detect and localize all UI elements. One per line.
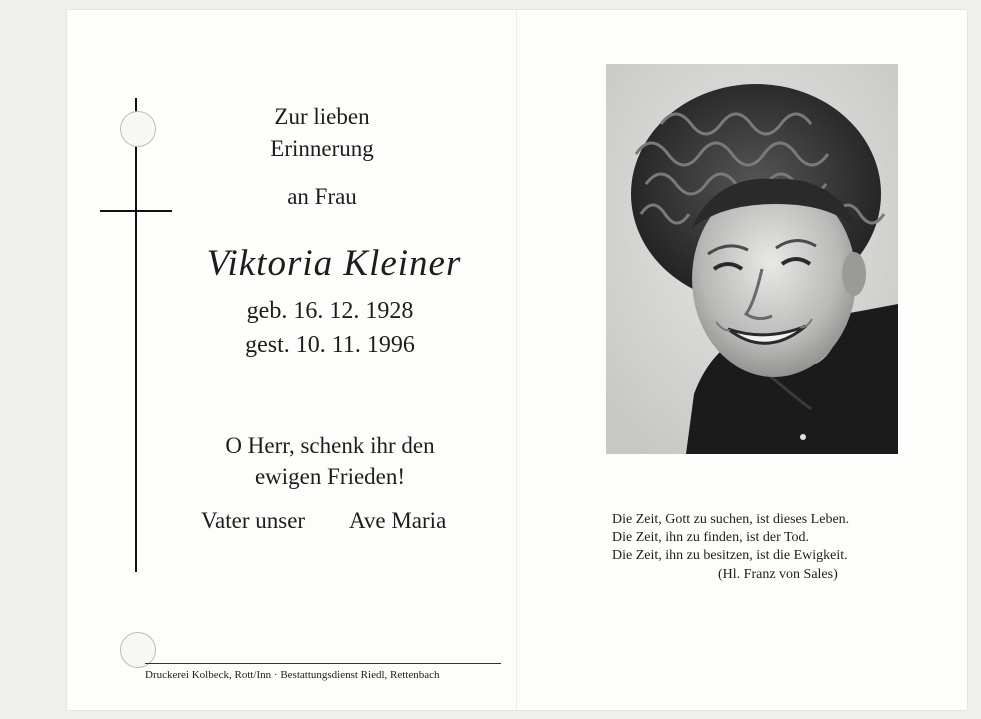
cross-horizontal-bar xyxy=(100,210,172,212)
portrait-illustration xyxy=(606,64,898,454)
printer-rule xyxy=(145,663,501,664)
birth-date: geb. 16. 12. 1928 xyxy=(246,298,414,324)
prayer-pater-noster: Vater unser xyxy=(201,508,306,533)
prayer-line-2: ewigen Frieden! xyxy=(254,464,406,489)
punch-hole-top xyxy=(120,111,156,147)
printer-credit: Druckerei Kolbeck, Rott/Inn · Bestattungsdienst Riedl, Rettenbach xyxy=(145,669,440,681)
greeting-line-3: an Frau xyxy=(287,184,357,209)
greeting-line-1: Zur lieben xyxy=(274,104,370,129)
portrait-photo xyxy=(606,64,898,454)
deceased-name: Viktoria Kleiner xyxy=(206,243,462,284)
cross-vertical-bar xyxy=(135,98,137,572)
prayer-ave-maria: Ave Maria xyxy=(349,508,447,533)
card-fold-line xyxy=(516,10,517,710)
quote-line-3: Die Zeit, ihn zu besitzen, ist die Ewigkeit. xyxy=(612,548,848,563)
prayer-line-1: O Herr, schenk ihr den xyxy=(225,433,435,458)
quote-line-1: Die Zeit, Gott zu suchen, ist dieses Leben. xyxy=(612,512,850,527)
death-date: gest. 10. 11. 1996 xyxy=(245,332,415,358)
greeting-line-2: Erinnerung xyxy=(270,136,374,161)
quote-attribution: (Hl. Franz von Sales) xyxy=(718,567,838,582)
quote-line-2: Die Zeit, ihn zu finden, ist der Tod. xyxy=(612,530,810,545)
